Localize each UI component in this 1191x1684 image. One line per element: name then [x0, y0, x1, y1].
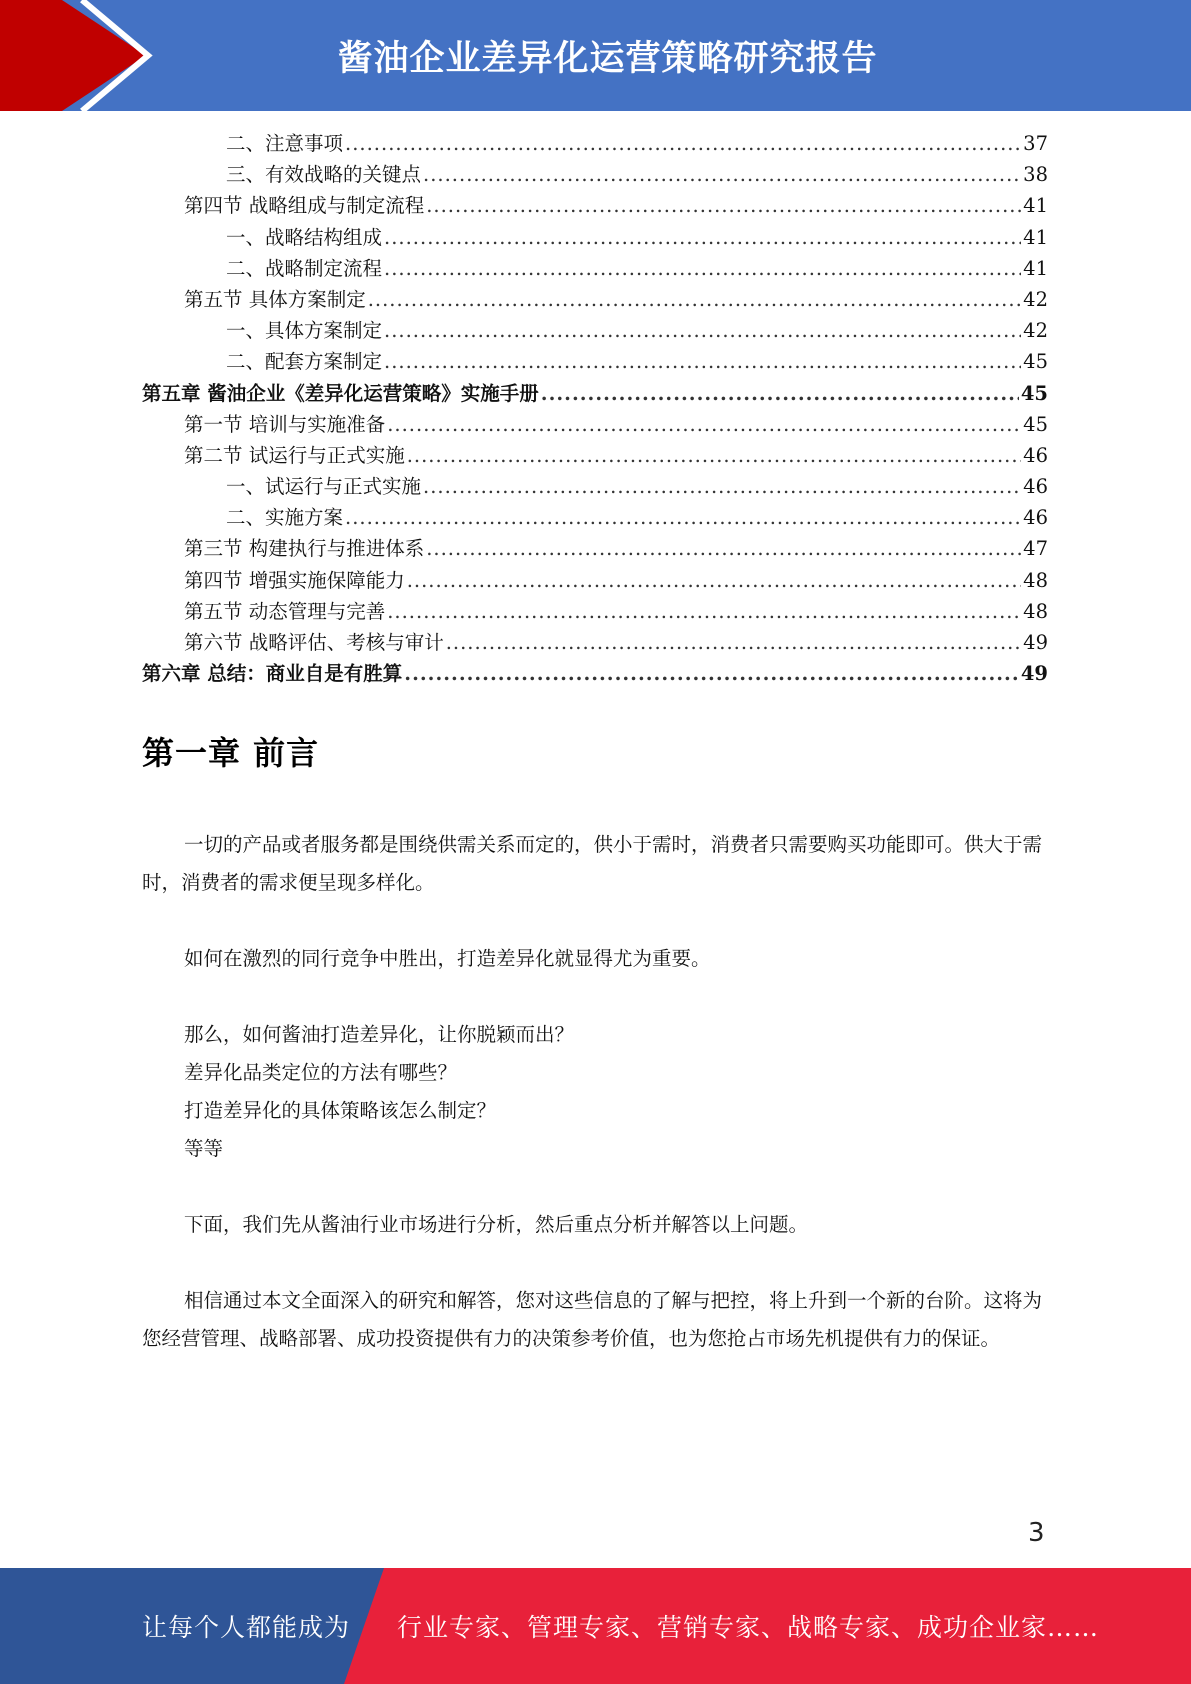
- toc-entry-label: 一、具体方案制定: [226, 319, 383, 343]
- toc-leader-dots: [384, 346, 1021, 377]
- footer-slogan-left: 让每个人都能成为: [142, 1613, 351, 1642]
- toc-entry-label: 一、试运行与正式实施: [226, 475, 422, 499]
- toc-entry[interactable]: [142, 409, 1048, 440]
- chapter-heading: 第一章 前言: [142, 734, 320, 772]
- toc-entry-label: 第一节 培训与实施准备: [184, 412, 386, 436]
- toc-entry-label: 第六节 战略评估、考核与审计: [184, 631, 444, 654]
- toc-entry-label: 二、实施方案: [226, 506, 344, 530]
- toc-entry-page: 45: [1023, 350, 1048, 374]
- question-line: 差异化品类定位的方法有哪些？: [184, 1061, 458, 1084]
- body-paragraph: 一切的产品或者服务都是围绕供需关系而定的，供小于需时，消费者只需要购买功能即可。供大于需时，消费者的需求便呈现多样化。: [142, 833, 1043, 894]
- toc-entry-label: 第六章 总结：商业自是有胜算: [142, 662, 403, 686]
- toc-leader-dots: [345, 502, 1021, 533]
- toc-entry-label: 第五节 动态管理与完善: [184, 599, 386, 623]
- toc-leader-dots: [387, 596, 1021, 627]
- toc-entry[interactable]: [142, 627, 1048, 658]
- toc-entry-page: 41: [1023, 194, 1048, 218]
- toc-leader-dots: [345, 128, 1021, 159]
- toc-entry[interactable]: [142, 378, 1048, 409]
- body-paragraph: 下面，我们先从酱油行业市场进行分析，然后重点分析并解答以上问题。: [184, 1213, 809, 1236]
- toc-entry-page: 49: [1023, 631, 1048, 654]
- toc-leader-dots: [407, 440, 1021, 471]
- toc-entry[interactable]: [142, 440, 1048, 471]
- toc-entry-page: 45: [1020, 381, 1048, 405]
- toc-entry[interactable]: [142, 253, 1048, 284]
- page-footer: [0, 1568, 1191, 1684]
- report-title: 酱油企业差异化运营策略研究报告: [337, 38, 878, 79]
- page-number: 3: [1028, 1518, 1045, 1548]
- footer-slogan-right: 行业专家、管理专家、营销专家、战略专家、成功企业家……: [397, 1613, 1100, 1642]
- toc-entry[interactable]: [142, 190, 1048, 221]
- toc-entry-label: 一、战略结构组成: [226, 225, 383, 249]
- toc-leader-dots: [541, 378, 1019, 409]
- toc-leader-dots: [384, 253, 1021, 284]
- toc-entry-page: 41: [1023, 225, 1048, 249]
- toc-leader-dots: [423, 159, 1021, 190]
- toc-entry-page: 46: [1023, 475, 1048, 499]
- question-line: 等等: [184, 1137, 224, 1160]
- toc-entry-label: 二、注意事项: [226, 132, 344, 155]
- toc-entry-label: 第五章 酱油企业《差异化运营策略》实施手册: [142, 381, 539, 405]
- toc-entry-label: 二、战略制定流程: [226, 256, 383, 280]
- question-line: 打造差异化的具体策略该怎么制定？: [184, 1099, 497, 1122]
- toc-entry-page: 45: [1023, 412, 1048, 436]
- toc-entry-page: 42: [1023, 319, 1048, 343]
- toc-entry[interactable]: [142, 346, 1048, 377]
- toc-leader-dots: [384, 222, 1021, 253]
- toc-entry-label: 第五节 具体方案制定: [184, 287, 366, 311]
- toc-entry-page: 38: [1023, 163, 1048, 187]
- toc-entry[interactable]: [142, 315, 1048, 346]
- toc-leader-dots: [446, 627, 1021, 658]
- toc-leader-dots: [426, 533, 1021, 564]
- toc-leader-dots: [407, 565, 1021, 596]
- toc-entry[interactable]: [142, 159, 1048, 190]
- body-paragraph: 相信通过本文全面深入的研究和解答，您对这些信息的了解与把控，将上升到一个新的台阶。这将为您经营管理、战略部署、成功投资提供有力的决策参考价值，也为您抢占市场先机提供有力的保证。: [142, 1289, 1043, 1350]
- toc-entry-label: 三、有效战略的关键点: [226, 163, 422, 187]
- page-header: [0, 0, 1191, 111]
- toc-leader-dots: [404, 658, 1019, 689]
- toc-leader-dots: [368, 284, 1021, 315]
- body-paragraph: 如何在激烈的同行竞争中胜出，打造差异化就显得尤为重要。: [184, 947, 711, 970]
- toc-entry-page: 46: [1023, 506, 1048, 530]
- toc-entry[interactable]: [142, 596, 1048, 627]
- toc-entry-page: 42: [1023, 287, 1048, 311]
- toc-entry[interactable]: [142, 284, 1048, 315]
- question-line: 那么，如何酱油打造差异化，让你脱颖而出？: [184, 1023, 575, 1046]
- toc-entry-page: 48: [1023, 568, 1048, 592]
- toc-entry-label: 第四节 战略组成与制定流程: [184, 194, 425, 218]
- toc-entry[interactable]: [142, 128, 1048, 159]
- toc-entry-page: 37: [1023, 132, 1048, 155]
- toc-leader-dots: [423, 471, 1021, 502]
- toc-entry-label: 第四节 增强实施保障能力: [184, 568, 405, 592]
- question-list: [142, 1016, 1048, 1168]
- toc-entry-page: 48: [1023, 599, 1048, 623]
- toc-leader-dots: [384, 315, 1021, 346]
- toc-leader-dots: [426, 190, 1021, 221]
- toc-entry-label: 第三节 构建执行与推进体系: [184, 537, 425, 561]
- toc-entry[interactable]: [142, 222, 1048, 253]
- toc-entry[interactable]: [142, 502, 1048, 533]
- toc-entry[interactable]: [142, 565, 1048, 596]
- toc-entry-page: 47: [1023, 537, 1048, 561]
- toc-entry-page: 46: [1023, 443, 1048, 467]
- toc-entry[interactable]: [142, 533, 1048, 564]
- toc-entry[interactable]: [142, 658, 1048, 689]
- table-of-contents: [142, 128, 1048, 689]
- toc-entry-label: 二、配套方案制定: [226, 350, 383, 374]
- toc-entry-label: 第二节 试运行与正式实施: [184, 443, 405, 467]
- toc-entry-page: 49: [1020, 662, 1048, 686]
- toc-entry[interactable]: [142, 471, 1048, 502]
- toc-entry-page: 41: [1023, 256, 1048, 280]
- toc-leader-dots: [387, 409, 1021, 440]
